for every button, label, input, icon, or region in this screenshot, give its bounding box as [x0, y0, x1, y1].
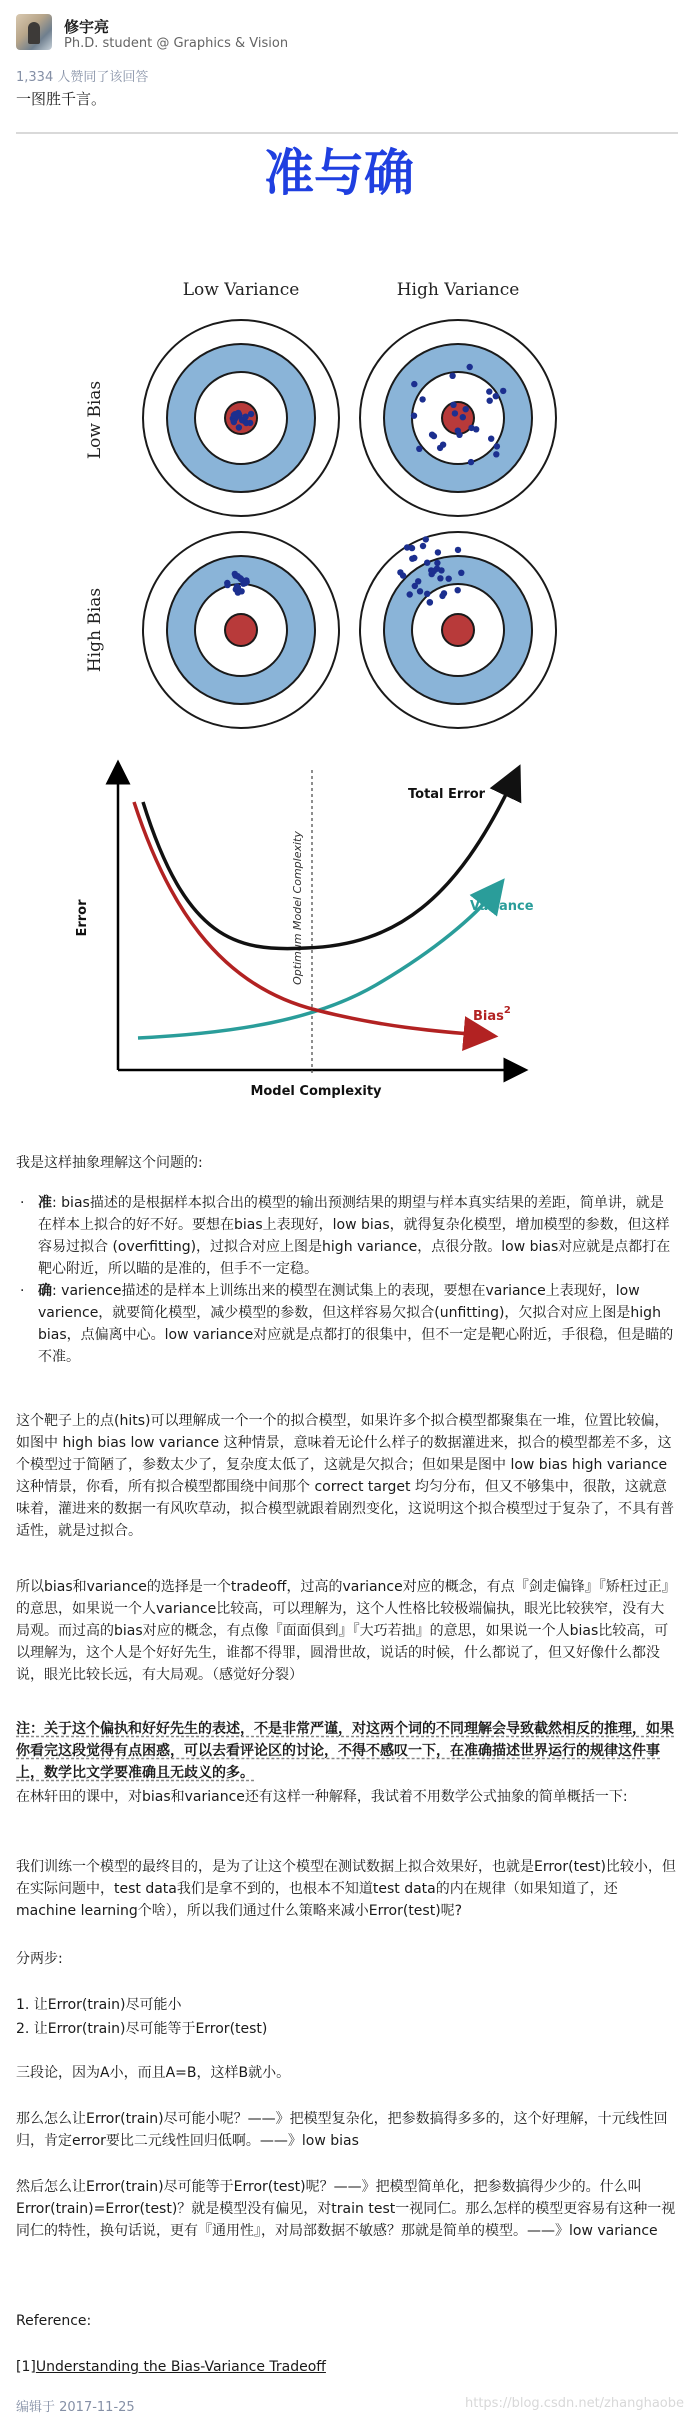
hit-dot	[242, 580, 248, 586]
hit-dot	[437, 575, 443, 581]
hit-dot	[439, 593, 445, 599]
hit-dot	[411, 381, 417, 387]
reference-index: [1]	[16, 2359, 36, 2375]
hit-dot	[412, 583, 418, 589]
paragraph-tradeoff: 所以bias和variance的选择是一个tradeoff，过高的variance对应的概念，有点『剑走偏锋』『矫枉过正』的意思，如果说一个人variance比较高，可以理解为，这个人性格比较极端偏执，眼光比较狭窄，没有大局观。而过高的bias对应的概念，有点像『面面俱到』『大巧若拙』的意思，如果说一个人bias比较高，可以理解为，这个人是个好好先生，谁都不得罪，圆滑世故，说话的时候，什么都说了，但又好像什么都没说，眼光比较长远，有大局观。（感觉好分裂）	[16, 1579, 676, 1683]
hit-dot	[437, 445, 443, 451]
step-2: 2. 让Error(train)尽可能等于Error(test)	[16, 2021, 268, 2037]
target-high-bias-high-variance	[360, 532, 556, 728]
hit-dot	[235, 589, 241, 595]
bullet-term: 确	[38, 1283, 52, 1299]
hit-dot	[417, 588, 423, 594]
hit-dot	[494, 443, 500, 449]
hit-dot	[456, 432, 462, 438]
bullet-precision: · 确: varience描述的是样本上训练出来的模型在测试集上的表现，要想在variance上表现好，low varience，就要简化模型，减少模型的参数，但这样容易欠拟合(unfitting)，欠拟合对应上图是high bias，点偏离中心。low variance对应就是点都打的很集中，但不一定是靶心附近，手很稳，但是瞄的不准。	[20, 1283, 674, 1365]
step-1: 1. 让Error(train)尽可能小	[16, 1997, 182, 2013]
hit-dot	[455, 587, 461, 593]
paragraph-target: 这个靶子上的点(hits)可以理解成一个一个的拟合模型，如果许多个拟合模型都聚集在一堆，位置比较偏，如图中 high bias low variance 这种情景，意味着无论什么样子的数据灌进来，拟合的模型都差不多，这个模型过于简陋了，参数太少了，复杂度太低了，这就是欠拟合；但如果是图中 low bias high variance 这种情景，你看，所有拟合模型都围绕中间那个 correct target 均匀分布，但又不够集中，很散，这就意味着，灌进来的数据一有风吹草动，拟合模型就跟着剧烈变化，这说明这个拟合模型过于复杂了，不具有普适性，就是过拟合。	[16, 1413, 674, 1539]
hit-dot	[424, 560, 430, 566]
hit-dot	[427, 599, 433, 605]
hit-dot	[463, 406, 469, 412]
legend-total-error: Total Error	[408, 787, 486, 802]
hit-dot	[400, 572, 406, 578]
target-low-bias-high-variance	[360, 320, 556, 516]
bullet-list	[16, 1192, 676, 1368]
reference-label: Reference:	[16, 2313, 92, 2329]
paragraph-two-steps: 分两步:	[16, 1951, 63, 1967]
paragraph-syllogism: 三段论，因为A小，而且A=B，这样B就小。	[16, 2065, 291, 2081]
legend-variance: Variance	[470, 899, 534, 914]
hit-dot	[248, 411, 254, 417]
reference-item	[16, 2356, 676, 2378]
series-bias	[134, 802, 481, 1035]
target-low-bias-low-variance	[143, 320, 339, 516]
hit-dot	[409, 545, 415, 551]
hit-dot	[460, 414, 466, 420]
hit-dot	[411, 555, 417, 561]
watermark: https://blog.csdn.net/zhanghaobe	[465, 2396, 684, 2411]
author-name[interactable]: 修宇亮	[64, 18, 110, 36]
hit-dot	[424, 591, 430, 597]
hit-dot	[446, 576, 452, 582]
target-high-bias-low-variance	[143, 532, 339, 728]
paragraph-step1: 那么怎么让Error(train)尽可能小呢？——》把模型复杂化，把参数搞得多多的，这个好理解，十元线性回归，肯定error要比二元线性回归低啊。——》low bias	[16, 2111, 668, 2149]
row-label-low-bias: Low Bias	[85, 380, 105, 460]
hit-dot	[486, 388, 492, 394]
figure-title: 准与确	[264, 144, 414, 202]
bullet-text: : bias描述的是根据样本拟合出的模型的输出预测结果的期望与样本真实结果的差距，简单讲，就是在样本上拟合的好不好。要想在bias上表现好，low bias，就得复杂化模型，增加模型的参数，但这样容易过拟合 (overfitting)，过拟合对应上图是high variance，点很分散。low bias对应就是点都打在靶心附近，所以瞄的是准的，但手不一定稳。	[38, 1195, 671, 1277]
author-bio: Ph.D. student @ Graphics & Vision	[64, 36, 289, 51]
hit-dot	[493, 393, 499, 399]
col-label-high-variance: High Variance	[396, 280, 520, 300]
edit-timestamp[interactable]: 编辑于 2017-11-25	[16, 2400, 135, 2415]
hit-dot	[235, 573, 241, 579]
hit-dot	[487, 398, 493, 404]
intro-text: 一图胜千言。	[16, 90, 107, 108]
paragraph-understanding: 我是这样抽象理解这个问题的:	[16, 1155, 203, 1171]
hit-dot	[431, 433, 437, 439]
hit-dot	[458, 570, 464, 576]
hit-dot	[488, 436, 494, 442]
bullet-text: : varience描述的是样本上训练出来的模型在测试集上的表现，要想在variance上表现好，low varience，就要简化模型，减少模型的参数，但这样容易欠拟合(unfitting)，欠拟合对应上图是high bias，点偏离中心。low variance对应就是点都打的很集中，但不一定是靶心附近，手很稳，但是瞄的不准。	[38, 1283, 674, 1365]
optimum-annotation: Optimum Model Complexity	[291, 831, 304, 985]
hit-dot	[231, 419, 237, 425]
hit-dot	[468, 459, 474, 465]
hit-dot	[407, 591, 413, 597]
hit-dot	[452, 410, 458, 416]
hit-dot	[435, 549, 441, 555]
col-label-low-variance: Low Variance	[182, 280, 300, 300]
series-variance	[138, 892, 494, 1038]
hit-dot	[455, 547, 461, 553]
hit-dot	[243, 420, 249, 426]
author-card	[16, 14, 678, 58]
paragraph-step2: 然后怎么让Error(train)尽可能等于Error(test)呢？——》把模型简单化，把参数搞得少少的。什么叫Error(train)=Error(test)？就是模型没有偏见，对train test一视同仁。那么怎样的模型更容易有这种一视同仁的特性，换句话说，更有『通用性』，对局部数据不敏感？那就是简单的模型。——》low variance	[16, 2179, 676, 2239]
error-chart	[75, 770, 534, 1099]
hit-dot	[420, 543, 426, 549]
note-paragraph: 注：关于这个偏执和好好先生的表述，不是非常严谨，对这两个词的不同理解会导致截然相反的推理，如果你看完这段觉得有点困惑，可以去看评论区的讨论，不得不感叹一下，在准确描述世界运行的规律这件事上，数学比文学要准确且无歧义的多。	[16, 1721, 674, 1781]
hit-dot	[449, 373, 455, 379]
hit-dot	[416, 446, 422, 452]
paragraph-goal: 我们训练一个模型的最终目的，是为了让这个模型在测试数据上拟合效果好，也就是Error(test)比较小，但在实际问题中，test data我们是拿不到的，也根本不知道test data的内在规律（如果知道了，还machine learning个啥），所以我们通过什么策略来减小Error(test)呢?	[16, 1859, 676, 1919]
y-axis-label: Error	[75, 899, 90, 937]
paragraph-lin: 在林轩田的课中，对bias和variance还有这样一种解释，我试着不用数学公式抽象的简单概括一下:	[16, 1789, 628, 1805]
hit-dot	[224, 582, 230, 588]
series-total-error	[143, 780, 513, 949]
hit-dot	[467, 364, 473, 370]
hit-dot	[236, 424, 242, 430]
hit-dot	[431, 568, 437, 574]
hit-dot	[234, 583, 240, 589]
hit-dot	[493, 451, 499, 457]
bullet-term: 准	[38, 1195, 52, 1211]
row-label-high-bias: High Bias	[85, 587, 105, 673]
reference-link[interactable]: Understanding the Bias-Variance Tradeoff	[35, 2359, 326, 2375]
hit-dot	[500, 388, 506, 394]
bullet-accuracy: · 准: bias描述的是根据样本拟合出的模型的输出预测结果的期望与样本真实结果的差距，简单讲，就是在样本上拟合的好不好。要想在bias上表现好，low bias，就得复杂化模型，增加模型的参数，但这样容易过拟合 (overfitting)，过拟合对应上图是high variance，点很分散。low bias对应就是点都打在靶心附近，所以瞄的是准的，但手不一定稳。	[20, 1195, 671, 1277]
hit-dot	[450, 402, 456, 408]
avatar[interactable]	[16, 14, 52, 50]
x-axis-label: Model Complexity	[250, 1084, 382, 1099]
legend-bias: Bias$^2$	[473, 1005, 511, 1024]
hit-dot	[419, 396, 425, 402]
hit-dot	[423, 536, 429, 542]
hit-dot	[242, 414, 248, 420]
hit-dot	[468, 425, 474, 431]
bias-variance-figure	[16, 140, 678, 1100]
hit-dot	[434, 560, 440, 566]
divider	[16, 132, 678, 134]
hit-dot	[411, 413, 417, 419]
hit-dot	[235, 410, 241, 416]
vote-count[interactable]: 1,334 人赞同了该回答	[16, 70, 149, 85]
